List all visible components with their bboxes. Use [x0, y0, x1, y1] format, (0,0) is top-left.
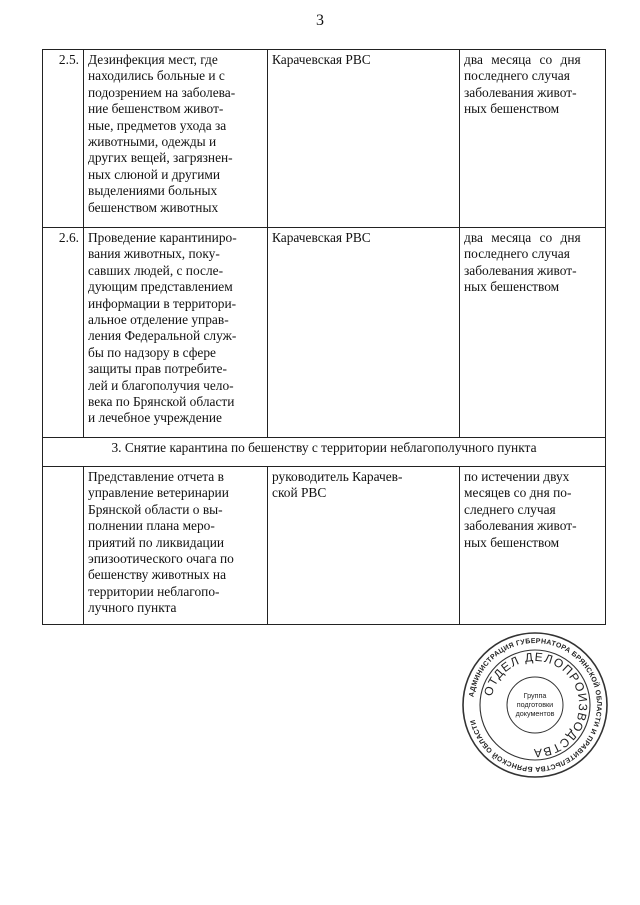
action-cell — [84, 50, 268, 228]
stamp-center-line: подготовки — [516, 700, 554, 709]
text-line: защиты прав потребите- — [88, 361, 227, 377]
text-line: ления Федеральной служ- — [88, 328, 237, 344]
text-line: Дезинфекция мест, где — [88, 52, 218, 67]
text-line: информации в территори- — [88, 295, 237, 311]
stamp-center-line: документов — [515, 709, 555, 718]
term-cell — [460, 228, 606, 438]
text-line: последнего случая — [464, 68, 570, 84]
text-line: эпизоотического очага по — [88, 551, 234, 567]
text-line: управление ветеринарии — [88, 485, 229, 501]
text-line: ных бешенством — [464, 279, 560, 295]
text-line: заболевания живот- — [464, 518, 577, 534]
text-line: ных бешенством — [464, 534, 560, 550]
text-line: вания животных, поку- — [88, 246, 220, 262]
text-line: ные, предметов ухода за — [88, 117, 227, 133]
text-line: века по Брянской области — [88, 394, 235, 410]
text-line: бы по надзору в сфере — [88, 344, 216, 360]
executor-cell — [268, 467, 460, 625]
row-number: 2.6. — [43, 228, 84, 438]
text-line: заболевания живот- — [464, 262, 577, 278]
table-row — [43, 50, 606, 228]
term-cell — [460, 467, 606, 625]
text-line: савших людей, с после- — [88, 262, 224, 278]
stamp-center-line: Группа — [523, 691, 547, 700]
office-stamp — [460, 630, 610, 780]
text-line: ние бешенством живот- — [88, 101, 224, 117]
table-row — [43, 228, 606, 438]
text-line: находились больные и с — [88, 68, 225, 84]
text-line: полнении плана меро- — [88, 518, 215, 534]
text-line: ных бешенством — [464, 101, 560, 117]
text-line: заболевания живот- — [464, 84, 577, 100]
text-line: бешенством животных — [88, 199, 219, 215]
text-line: и лечебное учреждение — [88, 410, 222, 426]
text-line: следнего случая — [464, 501, 556, 517]
text-line: месяцев со дня по- — [464, 485, 572, 501]
text-line: Представление отчета в — [88, 469, 224, 484]
section-heading: 3. Снятие карантина по бешенству с территории неблагополучного пункта — [43, 438, 606, 467]
text-line: других вещей, загрязнен- — [88, 150, 233, 166]
text-line: два месяца со дня — [464, 230, 581, 245]
text-line: руководитель Карачев- — [272, 469, 403, 484]
text-line: лучного пункта — [88, 600, 177, 616]
section-row — [43, 438, 606, 467]
text-line: бешенству животных на — [88, 567, 227, 583]
executor-cell: Карачевская РВС — [268, 228, 460, 438]
text-line: по истечении двух — [464, 469, 570, 484]
page-number: 3 — [316, 12, 324, 29]
action-cell — [84, 228, 268, 438]
term-cell — [460, 50, 606, 228]
stamp-ring-text: АДМИНИСТРАЦИЯ ГУБЕРНАТОРА БРЯНСКОЙ ОБЛАСТИ И ПРАВИТЕЛЬСТВА БРЯНСКОЙ ОБЛАСТИ — [468, 637, 603, 773]
text-line: Брянской области о вы- — [88, 501, 223, 517]
text-line: альное отделение управ- — [88, 312, 229, 328]
row-number — [43, 467, 84, 625]
text-line: приятий по ликвидации — [88, 534, 225, 550]
text-line: ской РВС — [272, 485, 327, 501]
action-cell — [84, 467, 268, 625]
text-line: животными, одежды и — [88, 134, 217, 150]
text-line: выделениями больных — [88, 183, 218, 199]
text-line: дующим представлением — [88, 279, 233, 295]
text-line: Проведение карантиниро- — [88, 230, 237, 245]
text-line: территории неблагопо- — [88, 583, 220, 599]
text-line: подозрением на заболева- — [88, 84, 236, 100]
text-line: лей и благополучия чело- — [88, 377, 234, 393]
stamp-arc-text: ОТДЕЛ ДЕЛОПРОИЗВОДСТВА — [480, 649, 591, 761]
text-line: последнего случая — [464, 246, 570, 262]
measures-table — [42, 49, 606, 625]
table-row — [43, 467, 606, 625]
executor-cell: Карачевская РВС — [268, 50, 460, 228]
row-number: 2.5. — [43, 50, 84, 228]
text-line: ных слюной и другими — [88, 166, 221, 182]
text-line: два месяца со дня — [464, 52, 581, 67]
